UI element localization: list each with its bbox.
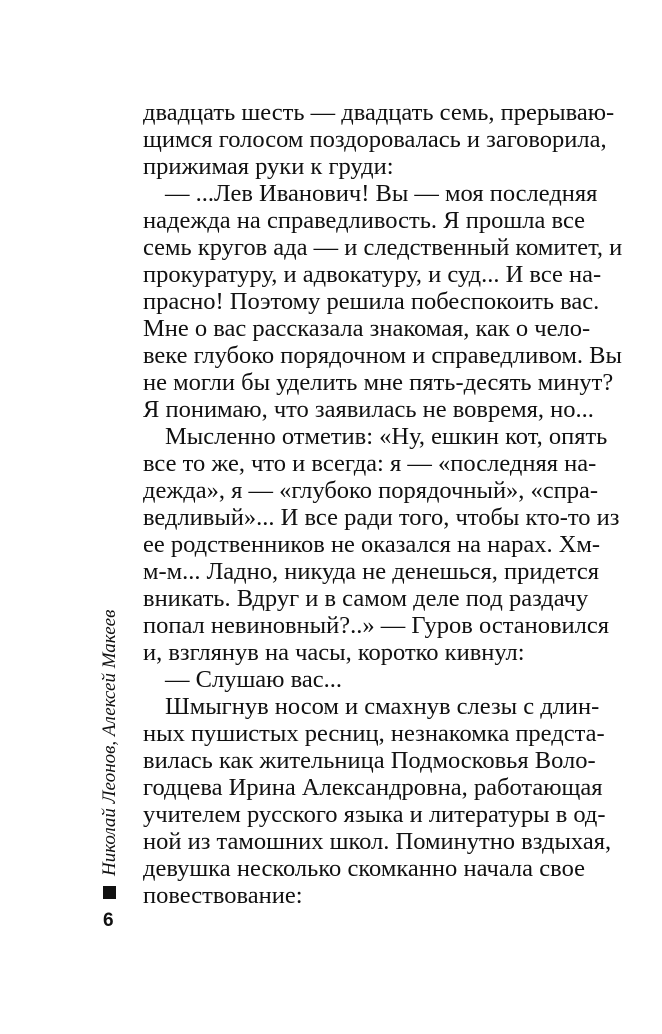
text-line: повествование:	[143, 882, 303, 909]
text-line: Шмыгнув носом и смахнув слезы с длин-	[165, 693, 600, 720]
text-line: Мне о вас рассказала знакомая, как о чело-	[143, 315, 591, 342]
text-line: не могли бы уделить мне пять-десять минут?	[143, 369, 614, 396]
text-line: Мысленно отметив: «Ну, ешкин кот, опять	[165, 423, 608, 450]
body-text	[143, 99, 623, 909]
running-header-author: Николай Леонов, Алексей Макеев	[99, 609, 120, 876]
text-line: — ...Лев Иванович! Вы — моя последняя	[165, 180, 598, 207]
text-line: девушка несколько скомканно начала свое	[143, 855, 585, 882]
text-line: прасно! Поэтому решила побеспокоить вас.	[143, 288, 600, 315]
text-line: щимся голосом поздоровалась и заговорила,	[143, 126, 607, 153]
text-line: учителем русского языка и литературы в од-	[143, 801, 606, 828]
header-square-marker	[103, 886, 116, 899]
text-line: и, взглянув на часы, коротко кивнул:	[143, 639, 525, 666]
text-line: надежда на справедливость. Я прошла все	[143, 207, 585, 234]
text-line: вникать. Вдруг и в самом деле под раздачу	[143, 585, 589, 612]
text-line: — Слушаю вас...	[165, 666, 342, 693]
text-line: прокуратуру, и адвокатуру, и суд... И все на-	[143, 261, 602, 288]
text-line: ее родственников не оказался на нарах. Хм-	[143, 531, 601, 558]
text-line: веке глубоко порядочном и справедливом. Вы	[143, 342, 622, 369]
text-line: двадцать шесть — двадцать семь, прерываю-	[143, 99, 615, 126]
page-number: 6	[103, 910, 114, 931]
text-line: ных пушистых ресниц, незнакомка предста-	[143, 720, 605, 747]
text-line: прижимая руки к груди:	[143, 153, 394, 180]
text-line: годцева Ирина Александровна, работающая	[143, 774, 603, 801]
text-line: все то же, что и всегда: я — «последняя на-	[143, 450, 597, 477]
text-line: м-м... Ладно, никуда не денешься, придется	[143, 558, 600, 585]
text-line: Я понимаю, что заявилась не вовремя, но...	[143, 396, 594, 423]
text-line: ной из тамошних школ. Поминутно вздыхая,	[143, 828, 612, 855]
text-line: попал невиновный?..» — Гуров остановился	[143, 612, 610, 639]
text-line: вилась как жительница Подмосковья Воло-	[143, 747, 596, 774]
text-line: дежда», я — «глубоко порядочный», «спра-	[143, 477, 599, 504]
text-line: семь кругов ада — и следственный комитет, и	[143, 234, 623, 261]
text-line: ведливый»... И все ради того, чтобы кто-то из	[143, 504, 620, 531]
